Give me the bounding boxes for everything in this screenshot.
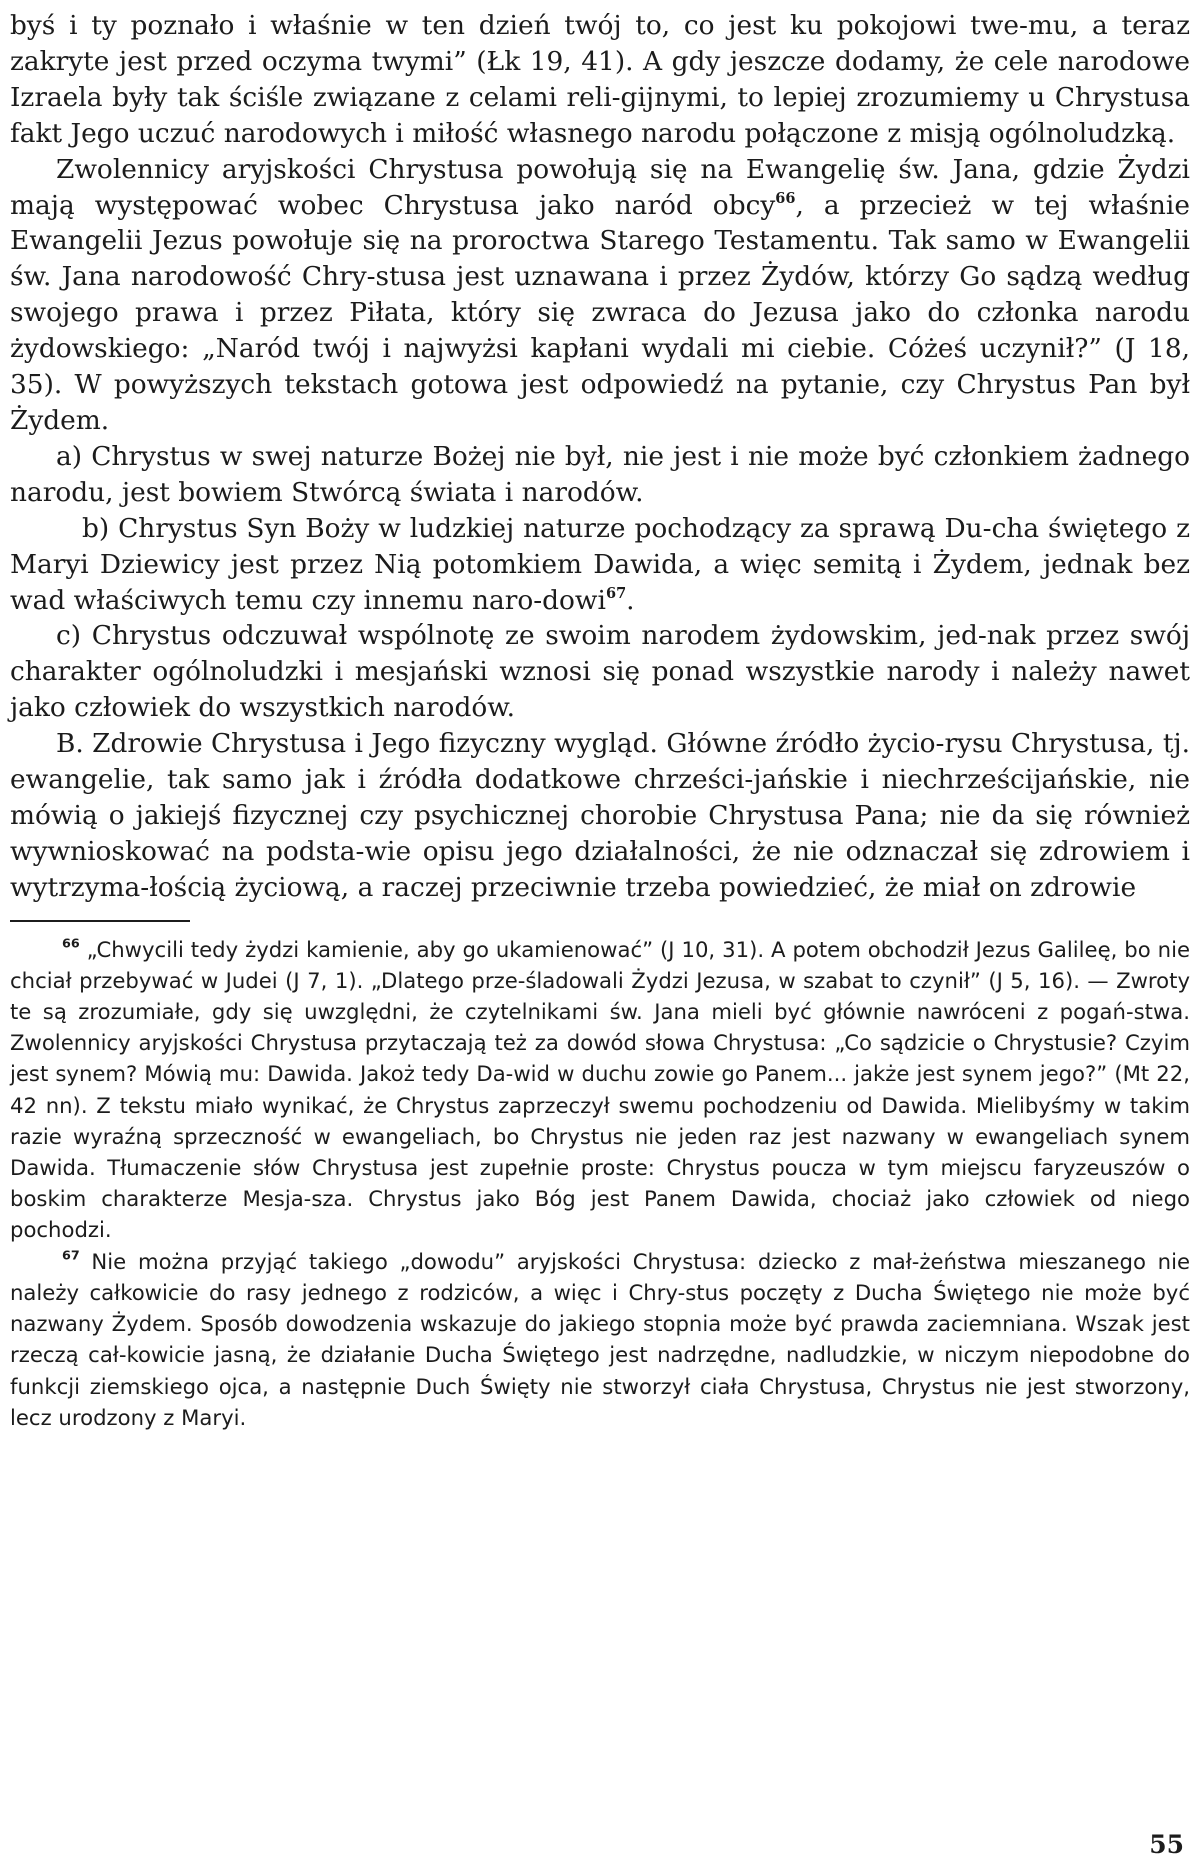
paragraph-point-b [10, 511, 1190, 619]
footnote-66 [10, 934, 1190, 1246]
footnote-text: „Chwycili tedy żydzi kamienie, aby go ukamienować” (J 10, 31). A potem obchodził Jezus Galileę, bo nie chciał przebywać w Judei (J 7, 1). „Dlatego prze-śladowali Żydzi Jezusa, w szabat to czynił” (J 5, 16). — Zwroty te są zrozumiałe, gdy się uwzględni, że czytelnikami św. Jana mieli być głównie nawróceni z pogań-stwa. Zwolennicy aryjskości Chrystusa przytaczają też za dowód słowa Chrystusa: „Co sądzicie o Chrystusie? Czyim jest synem? Mówią mu: Dawida. Jakoż tedy Da-wid w duchu zowie go Panem... jakże jest synem jego?” (Mt 22, 42 nn). Z tekstu miało wynikać, że Chrystus zaprzeczył swemu pochodzeniu od Dawida. Mielibyśmy w takim razie wyraźną sprzeczność w ewangeliach, bo Chrystus nie jeden raz jest nazwany w ewangeliach synem Dawida. Tłumaczenie słów Chrystusa jest zupełnie proste: Chrystus poucza w tym miejscu faryzeuszów o boskim charakterze Mesja-sza. Chrystus jako Bóg jest Panem Dawida, chociaż jako człowiek od niego pochodzi. [10, 936, 1190, 1243]
footnote-ref-67: 67 [605, 584, 627, 602]
paragraph-section-b: B. Zdrowie Chrystusa i Jego fizyczny wygląd. Główne źródło życio-rysu Chrystusa, tj. ewangelie, tak samo jak i źródła dodatkowe chrześci-jańskie i niechrześcijańskie, nie mówią o jakiejś fizycznej czy psychicznej chorobie Chrystusa Pana; nie da się również wywnioskować na podsta-wie opisu jego działalności, że nie odznaczał się zdrowiem i wytrzyma-łością życiową, a raczej przeciwnie trzeba powiedzieć, że miał on zdrowie [10, 728, 1190, 903]
paragraph-point-b-text-a: b) Chrystus Syn Boży w ludzkiej naturze pochodzący za sprawą Du-cha świętego z Maryi Dziewicy jest przez Nią potomkiem Dawida, a więc semitą i Żydem, jednak bez wad właściwych temu czy innemu naro-dowi [10, 512, 1190, 616]
book-page [10, 8, 1190, 1433]
footnote-text: Nie można przyjąć takiego „dowodu” aryjskości Chrystusa: dziecko z mał-żeństwa mieszanego nie należy całkowicie do rasy jednego z rodziców, a więc i Chry-stus poczęty z Ducha Świętego nie może być nazwany Żydem. Sposób dowodzenia wskazuje do jakiego stopnia może być prawda zaciemniana. Wszak jest rzeczą cał-kowicie jasną, że działanie Ducha Świętego jest nadrzędne, nadludzkie, w niczym niepodobne do funkcji ziemskiego ojca, a następnie Duch Święty nie stworzył ciała Chrystusa, Chrystus nie jest stworzony, lecz urodzony z Maryi. [10, 1248, 1190, 1430]
page-number: 55 [1149, 1830, 1184, 1859]
main-text [10, 8, 1190, 906]
footnotes [10, 934, 1190, 1433]
paragraph-1: byś i ty poznało i właśnie w ten dzień twój to, co jest ku pokojowi twe-mu, a teraz zakryte jest przed oczyma twymi” (Łk 19, 41). A gdy jeszcze dodamy, że cele narodowe Izraela były tak ściśle związane z celami reli-gijnymi, to lepiej zrozumiemy u Chrystusa fakt Jego uczuć narodowych i miłość własnego narodu połączone z misją ogólnoludzką. [10, 10, 1190, 149]
footnote-ref-66: 66 [775, 189, 796, 207]
footnote-separator [10, 920, 190, 922]
paragraph-2-text-a: Zwolennicy aryjskości Chrystusa powołują się na Ewangelię św. Jana, gdzie Żydzi mają występować wobec Chrystusa jako naród obcy [10, 153, 1190, 221]
paragraph-point-a: a) Chrystus w swej naturze Bożej nie był, nie jest i nie może być członkiem żadnego narodu, jest bowiem Stwórcą świata i narodów. [10, 440, 1190, 508]
footnote-marker: 66 [62, 935, 80, 951]
paragraph-2-text-b: , a przecież w tej właśnie Ewangelii Jezus powołuje się na proroctwa Starego Testamentu. Tak samo w Ewangelii św. Jana narodowość Chry-stusa jest uznawana i przez Żydów, którzy Go sądzą według swojego prawa i przez Piłata, który się zwraca do Jezusa jako do członka narodu żydowskiego: „Naród twój i najwyżsi kapłani wydali mi ciebie. Cóżeś uczynił?” (J 18, 35). W powyższych tekstach gotowa jest odpowiedź na pytanie, czy Chrystus Pan był Żydem. [10, 189, 1190, 436]
paragraph-2 [10, 152, 1190, 439]
paragraph-point-b-text-b: . [626, 584, 635, 616]
footnote-marker: 67 [62, 1247, 80, 1263]
footnote-67 [10, 1246, 1190, 1433]
paragraph-point-c: c) Chrystus odczuwał wspólnotę ze swoim narodem żydowskim, jed-nak przez swój charakter ogólnoludzki i mesjański wznosi się ponad wszystkie narody i należy nawet jako człowiek do wszystkich narodów. [10, 620, 1190, 724]
